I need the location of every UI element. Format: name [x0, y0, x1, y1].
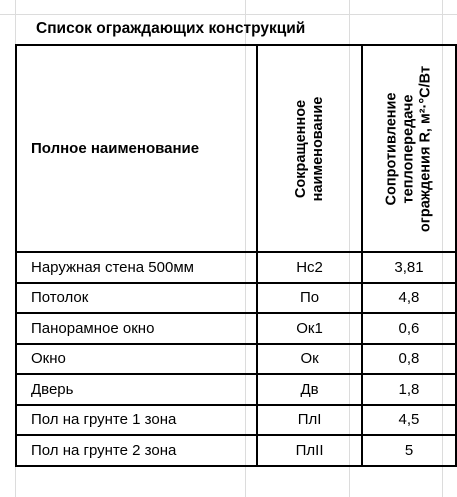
cell-resistance[interactable]: 4,5 — [362, 405, 456, 436]
header-short-name: Сокращенное наименование — [292, 96, 326, 201]
cell-resistance[interactable]: 5 — [362, 435, 456, 466]
table-header-row — [16, 45, 456, 252]
cell-resistance[interactable]: 0,6 — [362, 313, 456, 344]
cell-short-name[interactable]: ПлI — [257, 405, 362, 436]
cell-full-name[interactable]: Пол на грунте 1 зона — [16, 405, 257, 436]
cell-short-name[interactable]: Ок — [257, 344, 362, 375]
cell-short-name[interactable]: ПлII — [257, 435, 362, 466]
cell-short-name[interactable]: По — [257, 283, 362, 314]
cell-full-name[interactable]: Окно — [16, 344, 257, 375]
cell-short-name[interactable]: Нс2 — [257, 252, 362, 283]
table-row — [16, 252, 456, 283]
header-resistance: Сопротивление теплопередаче ограждения R, м²·°С/Вт — [383, 65, 434, 232]
table-title: Список ограждающих конструкций — [36, 20, 306, 37]
table-row — [16, 435, 456, 466]
table-row — [16, 374, 456, 405]
cell-full-name[interactable]: Потолок — [16, 283, 257, 314]
header-full-name[interactable]: Полное наименование — [16, 45, 257, 252]
cell-resistance[interactable]: 0,8 — [362, 344, 456, 375]
cell-full-name[interactable]: Пол на грунте 2 зона — [16, 435, 257, 466]
cell-resistance[interactable]: 1,8 — [362, 374, 456, 405]
table-row — [16, 344, 456, 375]
table-row — [16, 313, 456, 344]
constructions-table — [15, 44, 457, 467]
cell-short-name[interactable]: Дв — [257, 374, 362, 405]
cell-resistance[interactable]: 4,8 — [362, 283, 456, 314]
cell-resistance[interactable]: 3,81 — [362, 252, 456, 283]
header-resistance-cell[interactable] — [362, 45, 456, 252]
table-row — [16, 283, 456, 314]
cell-short-name[interactable]: Ок1 — [257, 313, 362, 344]
header-short-name-cell[interactable] — [257, 45, 362, 252]
cell-full-name[interactable]: Наружная стена 500мм — [16, 252, 257, 283]
table-row — [16, 405, 456, 436]
cell-full-name[interactable]: Дверь — [16, 374, 257, 405]
cell-full-name[interactable]: Панорамное окно — [16, 313, 257, 344]
